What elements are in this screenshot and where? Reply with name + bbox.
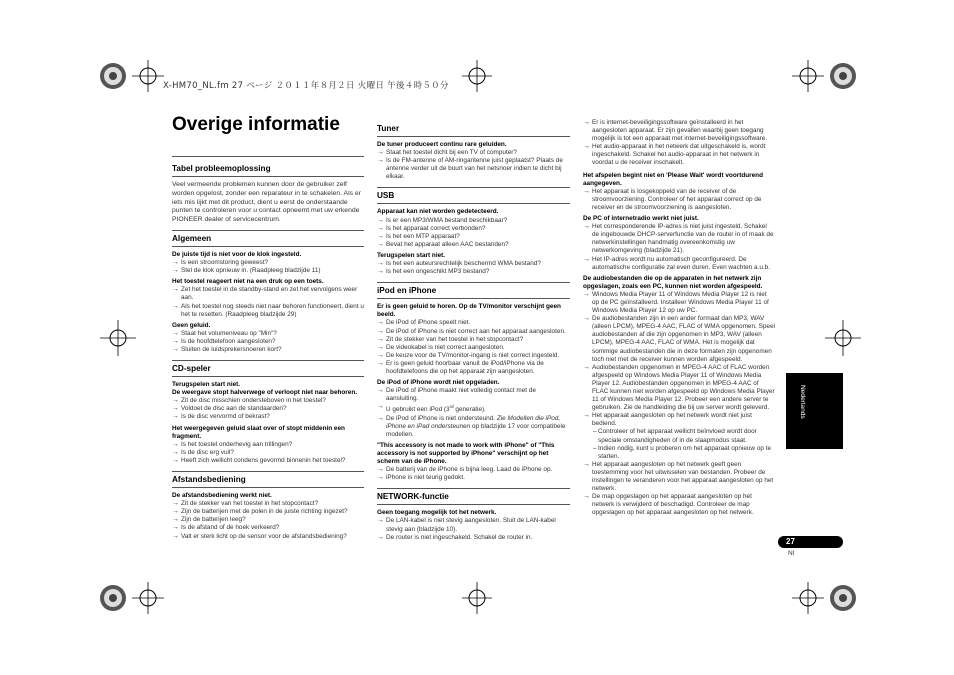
question: De audiobestanden die op de apparaten in het netwerk zijn opgeslagen, zoals een PC, kunnen niet worden afgespeeld. — [583, 274, 763, 290]
list-item: → De iPod of iPhone is niet ondersteund. Zie Modellen die iPod, iPhone en iPad ondersteunen op bladzijde 17 voor compatibele modellen. — [377, 414, 566, 438]
list-item: → De LAN-kabel is niet stevig aangesloten. Sluit de LAN-kabel stevig aan (bladzijde 10). — [377, 517, 556, 533]
list-item: → Zit de disc misschien ondersteboven in het toestel? — [172, 397, 326, 405]
arrow-icon: → — [377, 343, 384, 351]
arrow-icon: → — [377, 403, 384, 411]
list-item: → De router is niet ingeschakeld. Schakel de router in. — [377, 533, 533, 541]
registration-mark-bottom-right — [790, 580, 860, 616]
page-language: Nl — [788, 550, 795, 557]
section-title: iPod en iPhone — [377, 282, 570, 299]
arrow-icon: → — [377, 149, 384, 157]
list-item: → Voldoet de disc aan de standaarden? — [172, 405, 287, 413]
arrow-icon: → — [377, 466, 384, 474]
list-item: → Is de disc vervormd of bekrast? — [172, 413, 270, 421]
question: Het afspelen begint niet en 'Please Wait' wordt voortdurend aangegeven. — [583, 171, 763, 187]
question: Het toestel reageert niet na een druk op een toets. — [172, 278, 324, 286]
arrow-icon: → — [377, 387, 384, 395]
language-tab: Nederlands — [786, 373, 843, 449]
sub-item: – Controleer of het apparaat wellicht beïnvloed wordt door speciale omstandigheden of in de slaapmodus staat. — [593, 428, 757, 444]
arrow-icon: → — [583, 412, 590, 420]
list-item: → Het apparaat is losgekoppeld van de receiver of de stroomvoorziening. Controleer of het apparaat correct op de receiver en de stroomvoorziening is aangesloten. — [583, 187, 762, 211]
question: De tuner produceert continu rare geluiden. — [377, 141, 507, 148]
arrow-icon: → — [377, 268, 384, 276]
arrow-icon: → — [377, 232, 384, 240]
arrow-icon: → — [377, 224, 384, 232]
list-item: → Het apparaat aangesloten op het netwerk geeft geen toestemming voor het uitwisselen van bestanden. Probeer de instellingen te veranderen voor het apparaat aangesloten op het netwerk. — [583, 460, 774, 493]
section-network — [377, 488, 570, 541]
list-item: → Zit de stekker van het toestel in het stopcontact? — [377, 335, 524, 343]
section-ipod — [377, 282, 570, 482]
list-item: → Het audio-apparaat in het netwerk dat uitgeschakeld is, wordt ingeschakeld. Schakel het audio-apparaat in het netwerk in voordat u de receiver inschakelt. — [583, 143, 766, 167]
registration-mark-left — [100, 320, 136, 356]
section-title: CD-speler — [172, 360, 364, 377]
section-title: Tuner — [377, 124, 570, 137]
column-1 — [172, 150, 364, 541]
question: De juiste tijd is niet voor de klok ingesteld. — [172, 250, 302, 258]
arrow-icon: → — [172, 500, 179, 508]
arrow-icon: → — [377, 327, 384, 335]
arrow-icon: → — [583, 119, 590, 126]
sub-item: – Indien nodig, kunt u proberen om het apparaat opnieuw op te starten. — [593, 444, 772, 460]
list-item: → Audiobestanden opgenomen in MPEG-4 AAC of FLAC worden afgespeeld op Windows Media Player 11 of Windows Media Player 12. Audiobestanden opgenomen in MPEG-4 AAC of FLAC kunnen niet worden afgespeeld op Windows Media Player 11 of Windows Media Player 12. Probeer een andere server te gebruiken. Zie de handleiding die bij uw server wordt geleverd. — [583, 363, 775, 412]
question: Terugspelen start niet. — [377, 251, 446, 259]
list-item: → Is het toestel onderhevig aan trillingen? — [172, 440, 293, 448]
question: Terugspelen start niet. — [172, 381, 241, 389]
section-remote — [172, 471, 364, 541]
registration-mark-bottom-left — [96, 580, 166, 616]
print-header: X-HM70_NL.fm 27 ページ ２０１１年８月２日 火曜日 午後４時５０分 — [163, 81, 449, 91]
section-title: Afstandsbediening — [172, 471, 364, 488]
arrow-icon: → — [172, 413, 179, 421]
registration-mark-top-right — [790, 58, 860, 94]
column-2 — [377, 124, 570, 542]
arrow-icon: → — [583, 460, 590, 468]
arrow-icon: → — [377, 359, 384, 367]
arrow-icon: → — [172, 259, 179, 267]
arrow-icon: → — [377, 240, 384, 248]
registration-mark-right — [825, 320, 861, 356]
section-tuner — [377, 124, 570, 181]
page-number-badge — [778, 536, 843, 548]
arrow-icon: → — [172, 397, 179, 405]
question: De weergave stopt halverwege of verloopt niet naar behoren. — [172, 389, 358, 397]
section-algemeen — [172, 230, 364, 354]
section-usb — [377, 187, 570, 276]
list-item: → Is het apparaat correct verbonden? — [377, 224, 486, 232]
list-item: → Zit de stekker van het toestel in het stopcontact? — [172, 500, 319, 508]
arrow-icon: → — [172, 448, 179, 456]
list-item: → Is de FM-antenne of AM-ringantenne juist geplaatst? Plaats de antenne verder uit de buurt van het netsnoer indien te dicht bij elkaar. — [377, 157, 563, 181]
question: De afstandsbediening werkt niet. — [172, 492, 272, 500]
list-item: → Het corresponderende IP-adres is niet juist ingesteld. Schakel de ingebouwde DHCP-serverfunctie van de router in of maak de netwerkinstellingen handmatig overeenkomstig uw netwerkomgeving (bladzijde 21). — [583, 223, 774, 255]
list-item: → Het apparaat aangesloten op het netwerk wordt niet juist bediend. — [583, 412, 752, 428]
question: De iPod of iPhone wordt niet opgeladen. — [377, 379, 500, 387]
registration-mark-bottom-center — [462, 580, 492, 616]
list-item: → De map opgeslagen op het apparaat aangesloten op het netwerk is verwijderd of beschadigd. Controleer de map opgeslagen op het apparaat aangesloten op het netwerk. — [583, 493, 754, 517]
arrow-icon: → — [377, 414, 384, 422]
arrow-icon: → — [172, 508, 179, 516]
list-item: → De iPod of iPhone speelt niet. — [377, 319, 471, 327]
list-item: → iPhone is niet teurig gedokt. — [377, 474, 465, 482]
arrow-icon: → — [583, 255, 590, 263]
list-item: → De videokabel is niet correct aangesloten. — [377, 343, 505, 351]
arrow-icon: → — [583, 290, 590, 298]
list-item: → Valt er sterk licht op de sensor voor de afstandsbediening? — [172, 532, 347, 540]
list-item: → Stel de klok opnieuw in. (Raadpleeg bladzijde 11) — [172, 267, 321, 275]
list-item: → Zijn de batterijen met de polen in de juiste richting ingezet? — [172, 508, 348, 516]
section-title: Algemeen — [172, 230, 364, 247]
arrow-icon: → — [172, 516, 179, 524]
arrow-icon: → — [583, 315, 590, 323]
section-title: Tabel probleemoplossing — [172, 164, 364, 177]
list-item: → Is de disc erg vuil? — [172, 448, 234, 456]
question: Geen toegang mogelijk tot het netwerk. — [377, 509, 497, 517]
arrow-icon: → — [172, 405, 179, 413]
question: Apparaat kan niet worden gedetecteerd. — [377, 208, 499, 216]
registration-mark-top-center — [462, 58, 492, 94]
question: Geen geluid. — [172, 321, 211, 329]
section-cd — [172, 360, 364, 465]
list-item: → Zet het toestel in de standby-stand en zet het vervolgens weer aan. — [172, 286, 358, 302]
arrow-icon: → — [377, 474, 384, 482]
list-item: → De keuze voor de TV/monitor-ingang is niet correct ingesteld. — [377, 351, 560, 359]
list-item: → Bevat het apparaat alleen AAC bestanden? — [377, 240, 509, 248]
list-item: → Windows Media Player 11 of Windows Media Player 12 is niet op de PC geïnstalleerd. Installeer Windows Media Player 11 of Windows Media Player 12 op uw PC. — [583, 290, 769, 315]
question: Het weergegeven geluid slaat over of stopt middenin een fragment. — [172, 424, 345, 440]
column-3 — [583, 119, 775, 518]
list-item: → Is de afstand of de hoek verkeerd? — [172, 524, 280, 532]
arrow-icon: → — [172, 440, 179, 448]
arrow-icon: → — [583, 363, 590, 371]
question: "This accessory is not made to work with iPhone" of "This accessory is not supported by iPhone" verschijnt op het scherm van de iPhone. — [377, 441, 555, 466]
list-item: → Heeft zich wellicht condens gevormd binnenin het toestel? — [172, 456, 346, 464]
list-item: → De iPod of iPhone is niet correct aan het apparaat aangesloten. — [377, 327, 566, 335]
arrow-icon: → — [172, 524, 179, 532]
arrow-icon: → — [172, 286, 179, 294]
section-troubleshooting — [172, 156, 364, 225]
arrow-icon: → — [377, 335, 384, 343]
section-title: USB — [377, 187, 570, 204]
arrow-icon: → — [172, 302, 179, 310]
arrow-icon: → — [172, 456, 179, 464]
list-item: → De audiobestanden zijn in een ander formaat dan MP3, WAV (alleen LPCM), MPEG-4 AAC, FLAC of WMA opgenomen. Speel audiobestanden af die zijn opgenomen in MP3, WAV (alleen LPCM), MPEG-4 AAC, FLAC of WMA. Het is mogelijk dat sommige audiobestanden die in deze formaten zijn opgenomen toch niet met de receiver kunnen worden afgespeeld. — [583, 315, 775, 363]
arrow-icon: → — [583, 143, 590, 151]
list-item: → Het IP-adres wordt nu automatisch geconfigureerd. De automatische configuratie zal even duren. Even wachten a.u.b. — [583, 255, 770, 271]
arrow-icon: → — [377, 319, 384, 327]
arrow-icon: → — [377, 260, 384, 268]
list-item: → Is een stroomstoring geweest? — [172, 259, 269, 267]
list-item: → De iPod of iPhone maakt niet volledig contact met de aansluiting. — [377, 387, 536, 403]
list-item: → Zijn de batterijen leeg? — [172, 516, 246, 524]
intro-text: Veel vermeende problemen kunnen door de gebruiker zelf worden opgelost, zonder een reparateur in te schakelen. Als er iets mis lijkt met dit product, dient u eerst de onderstaande punten te controleren voor u contact opneemt met uw erkende PIONEER dealer of servicecentrum. — [172, 181, 361, 224]
list-item: → Is het een auteursrechtelijk beschermd WMA bestand? — [377, 260, 541, 268]
arrow-icon: → — [172, 532, 179, 540]
list-item: → Staat het toestel dicht bij een TV of computer? — [377, 149, 517, 157]
registration-mark-top-left — [96, 58, 166, 94]
arrow-icon: → — [583, 187, 590, 195]
list-item: → Is het een MTP apparaat? — [377, 232, 460, 240]
arrow-icon: → — [377, 157, 384, 165]
list-item: → U gebruikt een iPod (3rd generatie). — [377, 403, 486, 414]
list-item: → Is de hoofdtelefoon aangesloten? — [172, 337, 276, 345]
page-title: Overige informatie — [172, 114, 340, 135]
list-item: → Is het een ongeschikt MP3 bestand? — [377, 268, 490, 276]
arrow-icon: → — [377, 351, 384, 359]
list-item: → Er is geen geluid hoorbaar vanuit de iPod/iPhone via de hoofdtelefoons die op het apparaat zijn aangesloten. — [377, 359, 544, 375]
question: Er is geen geluid te horen. Op de TV/monitor verschijnt geen beeld. — [377, 303, 561, 319]
list-item: → Staat het volumeniveau op "Min"? — [172, 329, 277, 337]
list-item: → Sluiten de luidsprekersnoeren kort? — [172, 346, 282, 354]
arrow-icon: → — [377, 533, 384, 541]
question: De PC of internetradio werkt niet juist. — [583, 215, 699, 223]
list-item: → De batterij van de iPhone is bijna leeg. Laad de iPhone op. — [377, 466, 553, 474]
arrow-icon: → — [583, 493, 590, 501]
section-title: NETWORK-functie — [377, 488, 570, 505]
arrow-icon: → — [172, 337, 179, 345]
list-item: → Er is internet-beveiligingssoftware geïnstalleerd in het aangesloten apparaat. Er zijn gevallen waarbij geen toegang mogelijk is tot een apparaat met internet-beveiligingssoftware. — [583, 119, 768, 143]
arrow-icon: → — [583, 223, 590, 231]
arrow-icon: → — [172, 329, 179, 337]
arrow-icon: → — [377, 216, 384, 224]
arrow-icon: → — [377, 517, 384, 525]
list-item: → Als het toestel nog steeds niet naar behoren functioneert, dient u het te resetten. (Raadpleeg bladzijde 29) — [172, 302, 364, 318]
list-item: → Is er een MP3/WMA bestand beschikbaar? — [377, 216, 508, 224]
page-number: 27 — [786, 537, 795, 546]
arrow-icon: → — [172, 346, 179, 354]
arrow-icon: → — [172, 267, 179, 275]
